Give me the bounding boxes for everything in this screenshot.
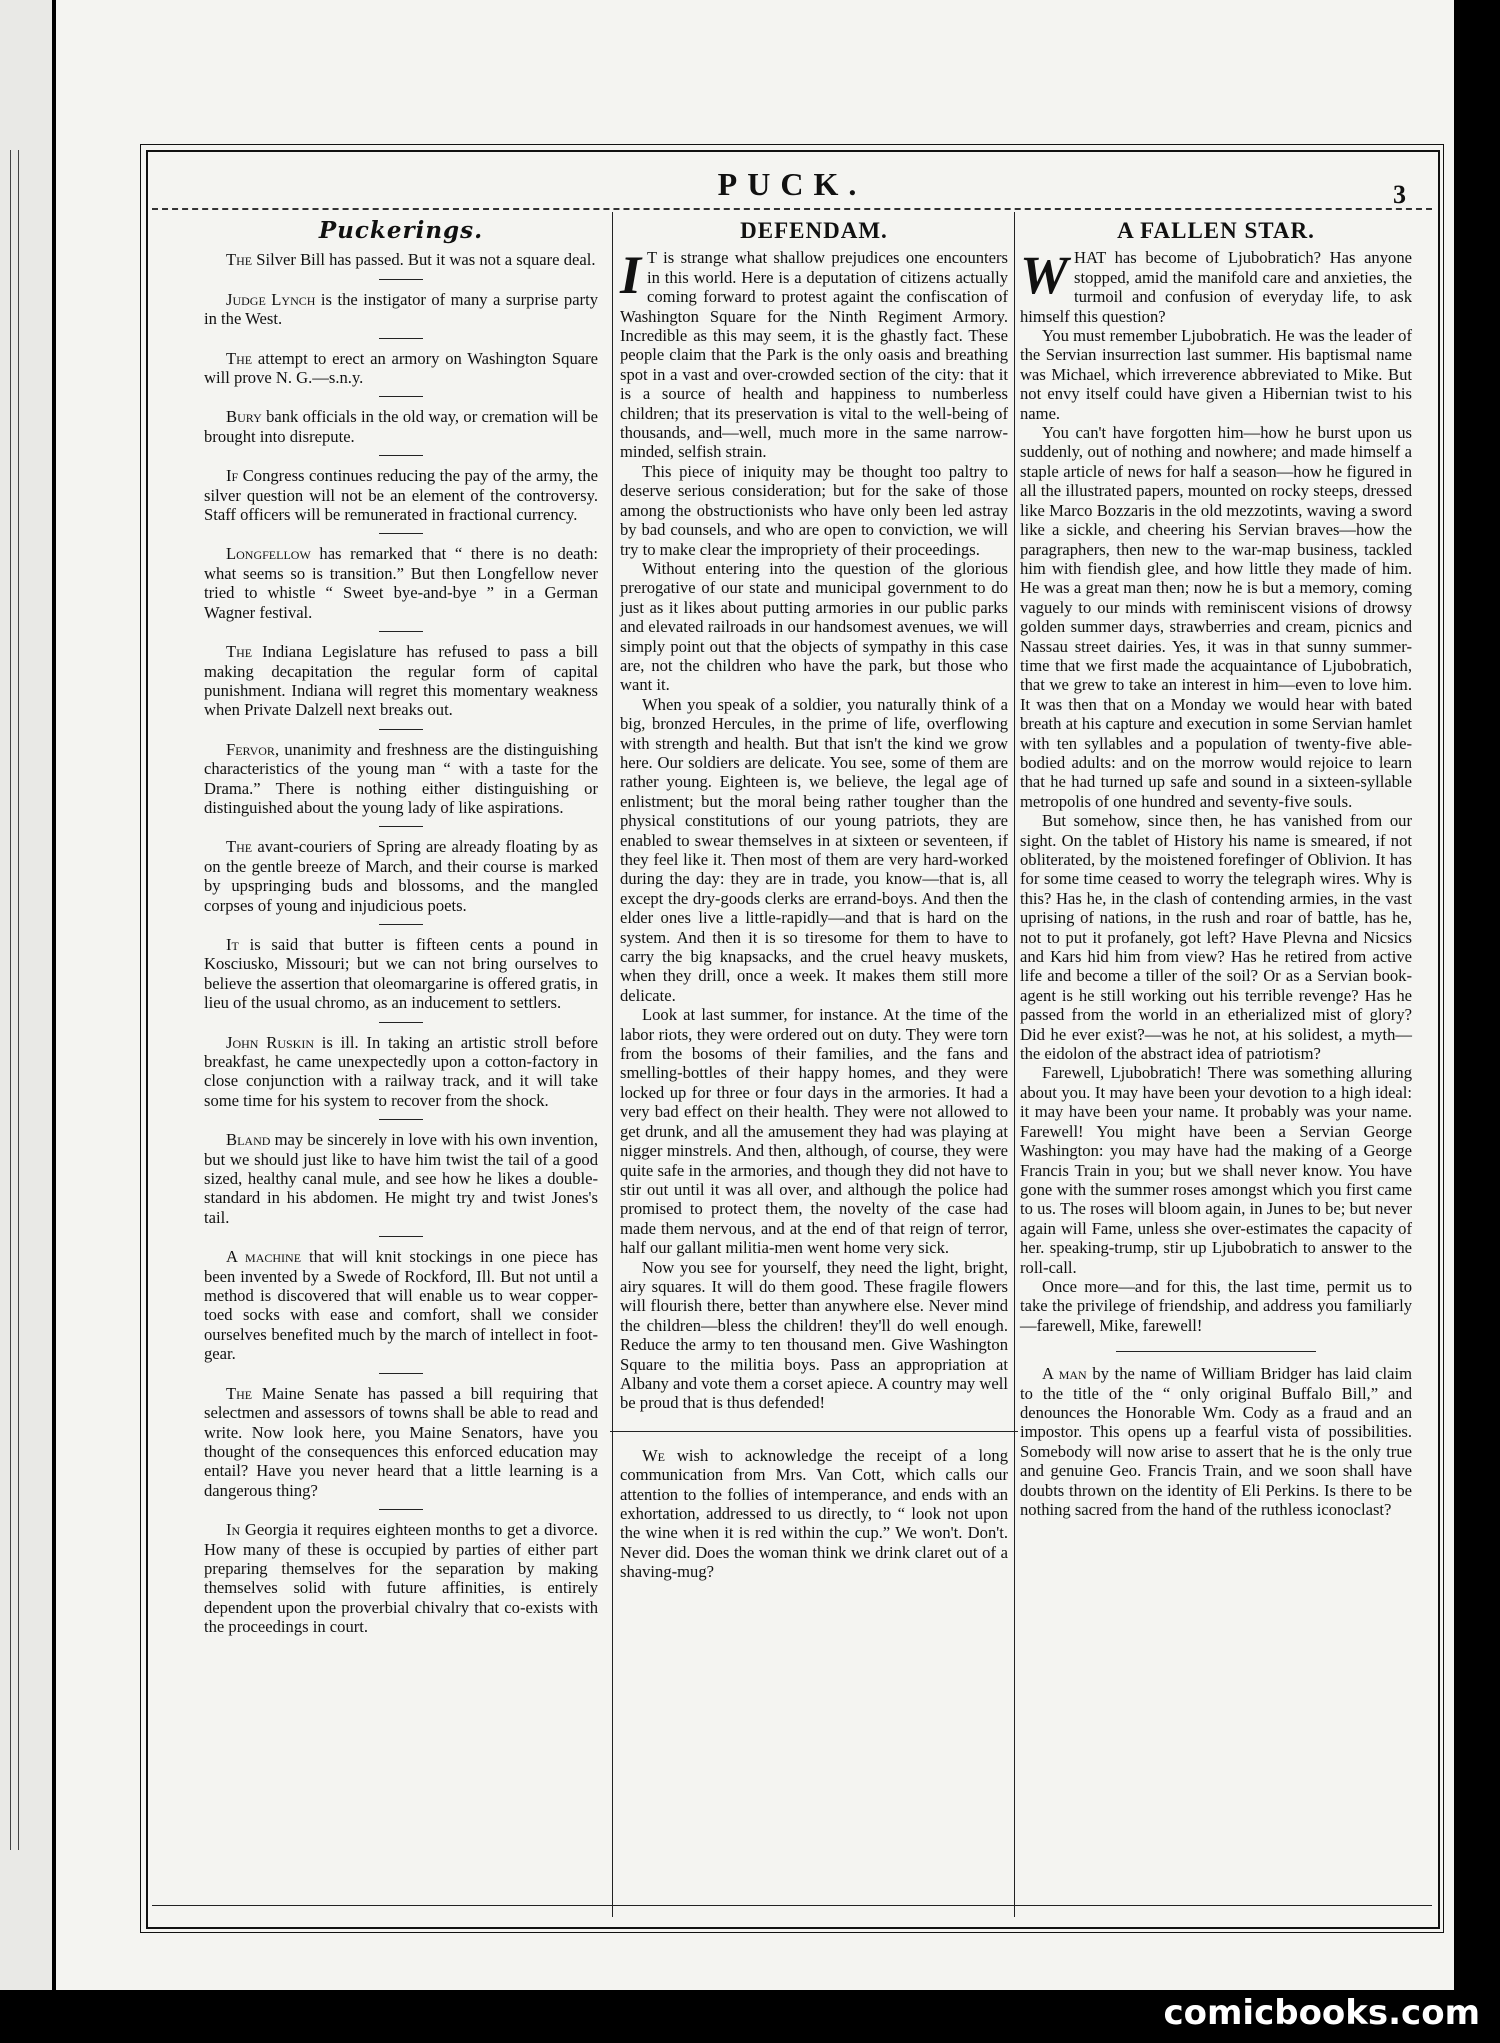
paragraph-item	[204, 837, 598, 915]
item-text: unanimity and freshness are the distinguishing characteristics of the young man “ with a taste for the Drama.” There is nothing either distinguishing or distinguished about the young lady of like aspirations.	[204, 739, 598, 817]
article-paragraph	[1020, 245, 1412, 326]
item-lead: The	[226, 348, 253, 368]
item-separator	[379, 924, 423, 925]
article-paragraph	[1020, 326, 1412, 423]
paragraph-item	[204, 290, 598, 329]
paragraph-item	[204, 1384, 598, 1500]
item-separator	[379, 1236, 423, 1237]
paragraph-item	[204, 407, 598, 446]
item-lead: In	[226, 1520, 241, 1540]
defendam-article	[620, 245, 1008, 1413]
article-paragraph	[1020, 423, 1412, 811]
item-text: bank officials in the old way, or cremation will be brought into disrepute.	[204, 407, 598, 446]
paragraph-item	[204, 642, 598, 720]
article-paragraph	[620, 462, 1008, 559]
paragraph-item	[204, 1130, 598, 1227]
item-lead: Bland	[226, 1130, 271, 1150]
item-text: is the instigator of many a surprise party in the West.	[204, 289, 598, 329]
paragraph-item	[204, 544, 598, 622]
column-fallen-star	[1020, 215, 1412, 1523]
section-heading-puckerings: Puckerings.	[318, 217, 484, 244]
paragraph-item	[204, 1033, 598, 1111]
column-puckerings	[204, 215, 598, 1641]
header-rule	[152, 208, 1432, 210]
section-heading-defendam: DEFENDAM.	[740, 218, 888, 243]
item-separator	[379, 279, 423, 280]
column-defendam	[620, 215, 1008, 1586]
paragraph-text: When you speak of a soldier, you naturally think of a big, bronzed Hercules, in the prime of life, overflowing with strength and health. But that isn't the kind we grow here. Our soldiers are delicate. You see, some of them are rather young. Eighteen is, we believe, the legal age of enlistment; but the moral being rather tougher than the physical constitutions of our young patriots, they are enabled to swear themselves in at sixteen or seventeen, if they feel like it. Then most of them are very hard-worked during the day: they are in trade, you know—that is, all except the dry-goods clerks are errand-boys. And then the elder ones live a little-rapidly—and that is hard on the system. And then it is so tiresome for them to have to carry the big knapsacks, and the cruel heavy muskets, when they drill, once a week. It makes them still more delicate.	[620, 694, 1008, 1005]
item-lead: Bury	[226, 407, 262, 427]
paragraph-text: Farewell, Ljubobratich! There was something alluring about you. It may have been your devotion to a high ideal: it may have been your name. It probably was your name. Farewell! You might have been a Servian George Washington: you may have had the making of a George Francis Train in you; but we shall never know. You have gone with the summer roses amongst which you first came to us. The roses will bloom again, in Junes to be; but never again will Fame, unless she over-estimates the capacity of her. speaking-trump, stir up Ljubobratich to answer to the roll-call.	[1020, 1063, 1412, 1277]
item-separator	[379, 1022, 423, 1023]
item-separator	[379, 729, 423, 730]
item-lead: The	[226, 642, 253, 662]
paragraph-item	[204, 740, 598, 818]
item-lead: Fervor,	[226, 739, 280, 759]
item-text: Indiana Legislature has refused to pass a bill making decapitation the regular form of capital punishment. Indiana will regret this momentary weakness when Private Dalzell next breaks out.	[204, 642, 598, 720]
column-divider	[612, 212, 613, 1917]
note-paragraph	[1020, 1364, 1412, 1519]
watermark: comicbooks.com	[1163, 1993, 1480, 2033]
note-lead: We	[642, 1445, 665, 1465]
paragraph-text: This piece of iniquity may be thought too paltry to deserve serious consideration; but for the sake of those among the obstructionists who have only been led astray by bad counsels, and who are open to conviction, we will try to make clear the impropriety of their proceedings.	[620, 461, 1008, 559]
fallen-star-article	[1020, 245, 1412, 1335]
article-paragraph	[1020, 1063, 1412, 1276]
item-separator	[379, 631, 423, 632]
item-text: has remarked that “ there is no death: what seems so is transition.” But then Longfellow never tried to whistle “ Sweet bye-and-bye ” in a German Wagner festival.	[204, 544, 598, 622]
item-lead: The	[226, 250, 253, 270]
section-divider	[610, 1431, 1018, 1432]
item-lead: It	[226, 934, 239, 954]
article-paragraph	[620, 1258, 1008, 1413]
article-paragraph	[1020, 811, 1412, 1063]
item-separator	[379, 1373, 423, 1374]
item-lead: The	[226, 1383, 253, 1403]
item-separator	[379, 1509, 423, 1510]
bottom-rule	[152, 1905, 1432, 1906]
item-text: is ill. In taking an artistic stroll before breakfast, he came unexpectedly upon a cotton-factory in close conjunction with a railway track, and it will take some time for his system to recover from the shock.	[204, 1032, 599, 1110]
paragraph-item	[204, 250, 598, 269]
paragraph-text: Now you see for yourself, they need the light, bright, airy squares. It will do them good. These fragile flowers will flourish there, better than anywhere else. Never mind the children—bless the children! they'll do well enough. Reduce the army to ten thousand men. Give Washington Square to the militia boys. Pass an appropriation at Albany and vote them a corset apiece. A country may well be proud that is thus defended!	[620, 1257, 1008, 1413]
item-text: Congress continues reducing the pay of the army, the silver question will not be an element of the controversy. Staff officers will be remunerated in fractional currency.	[204, 466, 598, 525]
magazine-page	[56, 0, 1454, 1990]
paragraph-text: But somehow, since then, he has vanished from our sight. On the tablet of History his name is smeared, if not obliterated, by the moistened forefinger of Oblivion. It has for some time ceased to worry the telegraph wires. Why is this? Has he, in the clash of contending armies, in the vast uprising of nations, in the rush and roar of battle, has he, not to put it profanely, got left? Have Plevna and Nicsics and Kars hid him from view? Has he retired from active life and become a tiller of the soil? Or as a Servian book-agent is he still working out his terrible revenge? Has he passed from the world in an etherialized mist of glory? Did he ever exist?—was he not, at his solidest, a myth—the eidolon of the abstract idea of patriotism?	[1020, 811, 1412, 1064]
paragraph-item	[204, 349, 598, 388]
item-lead: John Ruskin	[226, 1032, 314, 1052]
note-lead: A man	[1042, 1364, 1087, 1384]
item-text: may be sincerely in love with his own invention, but we should just like to have him twist the tail of a good sized, healthy canal mule, and see how he likes a double-standard in his abdomen. He might try and twist Jones's tail.	[204, 1130, 598, 1227]
item-text: avant-couriers of Spring are already floating by as on the gentle breeze of March, and their course is marked by upspringing buds and blossoms, and the mangled corpses of young and injudicious poets.	[204, 837, 598, 915]
item-separator	[379, 338, 423, 339]
article-paragraph	[620, 245, 1008, 462]
item-text: attempt to erect an armory on Washington Square will prove N. G.—s.n.y.	[204, 348, 598, 388]
drop-cap: W	[1020, 245, 1069, 306]
paragraph-item	[204, 935, 598, 1013]
item-separator	[379, 1119, 423, 1120]
puckerings-items	[204, 250, 598, 1636]
paragraph-text: Once more—and for this, the last time, permit us to take the privilege of friendship, and address you familiarly—farewell, Mike, farewell!	[1020, 1276, 1412, 1335]
article-paragraph	[620, 695, 1008, 1006]
article-paragraph	[620, 1005, 1008, 1257]
paragraph-text: You must remember Ljubobratich. He was the leader of the Servian insurrection last summer. His baptismal name was Michael, which irreverence abbreviated to Mike. But not envy itself could have given a Hibernian twist to his name.	[1020, 326, 1412, 423]
masthead	[148, 160, 1436, 210]
paragraph-text: You can't have forgotten him—how he burst upon us suddenly, out of nothing and nowhere; and made himself a staple article of news for half a season—how he figured in all the illustrated papers, mounted on rocky steeps, dressed like Marco Bozzaris in the old mezzotints, waving a sword like a sickle, and cheering his Servian braves—how the paragraphers, then new to the war-map business, tackled him with fiendish glee, and how little they made of him. He was a great man then; now he is but a memory, coming vaguely to our minds with reminiscent visions of drowsy golden summer days, strawberries and cream, picnics and Nassau street dairies. Yes, it was in that sunny summer-time that we first made the acquaintance of Ljubobratich, that we grew to take an interest in him—even to love him. It was then that on a Monday we would hear with bated breath at his capture and execution in some Servian hamlet with ten syllables and a population of twenty-five able-bodied adults: and on the morrow would rejoice to learn that he had turned up safe and sound in a sixteen-syllable metropolis of one hundred and seventy-five souls.	[1020, 423, 1412, 811]
adjacent-page-edge	[0, 0, 52, 1990]
item-separator	[379, 455, 423, 456]
item-separator	[379, 396, 423, 397]
item-lead: If	[226, 466, 239, 486]
paragraph-text: Look at last summer, for instance. At the time of the labor riots, they were ordered out on duty. They were torn from the bosoms of their families, and the fans and smelling-bottles of their happy homes, and they were locked up for three or four days in the armories. It had a very bad effect on their health. They were not allowed to get drunk, and all the amusement they had was playing at nigger minstrels. And then, although, of course, they were quite safe in the armories, and though they did not have to stir out until it was all over, and although the police had promised to protect them, the novelty of the case had made them nervous, and at the end of that reign of terror, half our gallant militia-men went home very sick.	[620, 1005, 1008, 1258]
column-divider	[1014, 212, 1015, 1917]
item-lead: The	[226, 837, 253, 857]
paragraph-text: Without entering into the question of the glorious prerogative of our state and municipal government to do just as it likes about putting armories in our public parks and elevated railroads in our handsomest avenues, we will simply point out that the objects of sympathy in this case are, not the children who have the park, but those who want it.	[620, 558, 1008, 695]
item-text: Georgia it requires eighteen months to get a divorce. How many of these is occupied by parties of either part preparing themselves for the separation by making themselves solid with future affinities, is entirely dependent upon the proverbial chivalry that co-exists with the proceedings in court.	[204, 1520, 598, 1637]
item-text: is said that butter is fifteen cents a pound in Kosciusko, Missouri; but we can not bring ourselves to believe the assertion that oleomargarine is offered gratis, in lieu of the usual chromo, as an inducement to settlers.	[204, 934, 598, 1013]
section-heading-fallen-star: A FALLEN STAR.	[1117, 218, 1315, 243]
paragraph-item	[204, 1520, 598, 1636]
article-paragraph	[1020, 1277, 1412, 1335]
drop-cap: I	[620, 245, 642, 306]
paragraph-item	[204, 1247, 598, 1363]
item-text: Silver Bill has passed. But it was not a square deal.	[252, 250, 596, 270]
section-divider	[1116, 1351, 1316, 1352]
paragraph-text: HAT has become of Ljubobratich? Has anyone stopped, amid the manifold care and anxieties, the turmoil and confusion of everyday life, to ask himself this question?	[1020, 248, 1412, 326]
page-number: 3	[1393, 180, 1406, 209]
article-paragraph	[620, 559, 1008, 695]
paragraph-text: T is strange what shallow prejudices one encounters in this world. Here is a deputation of citizens actually coming forward to protest againt the confiscation of Washington Square for the Ninth Regiment Armory. Incredible as this may seem, it is the ghastly fact. These people claim that the Park is the only oasis and breathing spot in a vast and over-crowded section of the city: that it is a source of health and happiness to numberless children; that its preservation is vital to the well-being of thousands, and—well, much more in the same narrow-minded, selfish strain.	[620, 248, 1008, 462]
item-text: Maine Senate has passed a bill requiring that selectmen and assessors of towns shall be able to read and write. Now look here, you Maine Senators, have you thought of the consequences this enforced education may entail? Have you never heard that a little learning is a dangerous thing?	[204, 1383, 598, 1500]
note-paragraph	[620, 1446, 1008, 1582]
masthead-title: PUCK.	[717, 166, 867, 202]
item-lead: Longfellow	[226, 544, 311, 564]
item-separator	[379, 533, 423, 534]
item-lead: Judge Lynch	[226, 289, 316, 309]
note-text: by the name of William Bridger has laid claim to the title of the “ only original Buffalo Bill,” and denounces the Honorable Wm. Cody as a fraud and an impostor. This opens up a fearful vista of possibilities. Somebody will now arise to assert that he is the only true and genuine Geo. Francis Train, and we soon shall have doubts thrown on the identity of Eli Perkins. Is there to be nothing sacred from the hand of the ruthless iconoclast?	[1020, 1364, 1413, 1519]
item-separator	[379, 826, 423, 827]
paragraph-item	[204, 466, 598, 524]
item-text: that will knit stockings in one piece has been invented by a Swede of Rockford, Ill. But not until a method is discovered that will enable us to wear copper-toed socks with ease and comfort, shall we consider ourselves benefited much by the march of intellect in foot-gear.	[204, 1247, 598, 1364]
note-text: wish to acknowledge the receipt of a long communication from Mrs. Van Cott, which calls our attention to the follies of intemperance, and ends with an exhortation, addressed to us directly, to “ look not upon the wine when it is red within the cup.” We won't. Don't. Never did. Does the woman think we drink claret out of a shaving-mug?	[620, 1445, 1008, 1582]
item-lead: A machine	[226, 1247, 302, 1267]
